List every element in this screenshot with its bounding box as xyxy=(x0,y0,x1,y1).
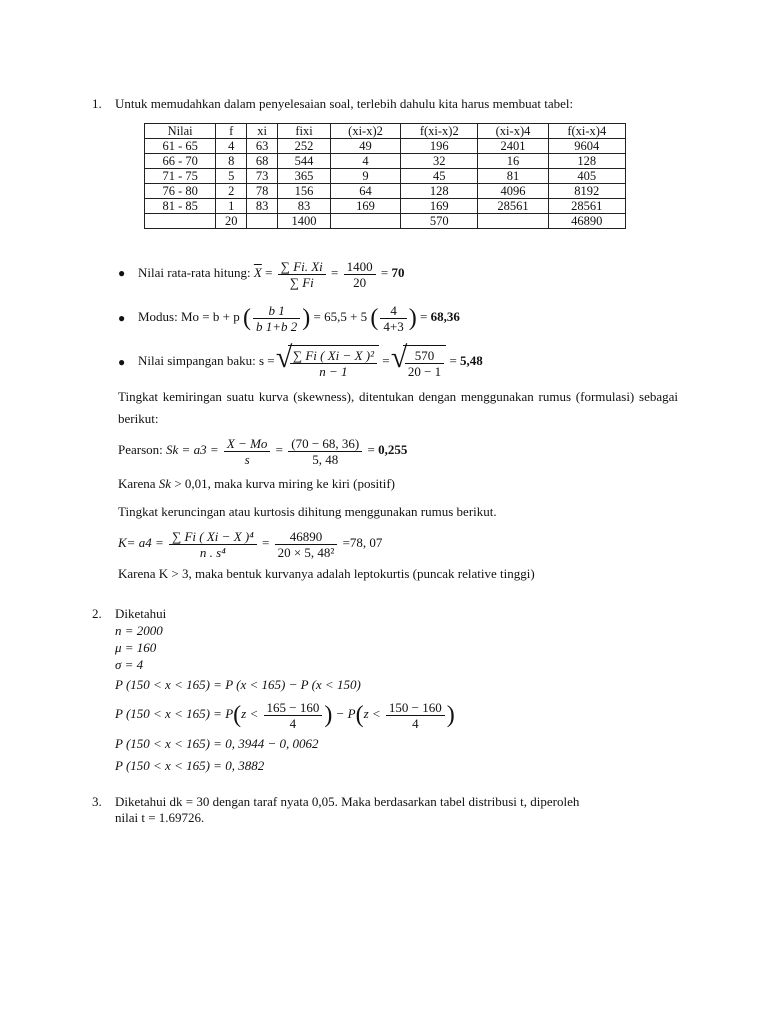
table-cell: 8192 xyxy=(548,184,625,199)
mode-fraction xyxy=(253,303,300,334)
mean-label: Nilai rata-rata hitung: xyxy=(138,265,251,280)
table-cell: 83 xyxy=(278,199,331,214)
sk-symbol: Sk xyxy=(158,476,172,491)
kurt-fraction-values xyxy=(275,529,338,560)
table-cell: 66 - 70 xyxy=(145,154,216,169)
fraction-denominator: b 1+b 2 xyxy=(255,318,298,334)
skewness-paragraph: Tingkat kemiringan suatu kurva (skewness), ditentukan dengan menggunakan rumus (formulasi) sebagai berikut: xyxy=(118,389,678,426)
sqrt-symbol xyxy=(393,345,446,380)
table-cell: 128 xyxy=(548,154,625,169)
table-cell: 83 xyxy=(247,199,278,214)
table-cell xyxy=(145,214,216,229)
eq2-a-fraction xyxy=(264,700,323,731)
fraction-denominator: n . s⁴ xyxy=(199,544,226,560)
fraction-denominator: 20 xyxy=(353,274,367,290)
sd-fraction-values xyxy=(405,348,444,379)
prob-eq1: P (150 < x < 165) = P (x < 165) − P (x < 150) xyxy=(115,677,361,692)
table-cell: 63 xyxy=(247,139,278,154)
item2-number: 2. xyxy=(92,606,102,621)
kurtosis-formula: K= a4 = $\frac{\text{∑ Fi ( Xi − X )⁴}}{\text{n . s⁴}}$ = $\frac{46890}{\text{20 × 5, 48²}}$ =78, 07 xyxy=(118,528,383,560)
table-cell: 196 xyxy=(401,139,478,154)
karena-pre: Karena xyxy=(118,476,156,491)
mode-label: Modus: Mo = b + p xyxy=(138,309,240,324)
bullet-icon: ● xyxy=(118,311,126,325)
table-cell: 76 - 80 xyxy=(145,184,216,199)
prob-eq4: P (150 < x < 165) = 0, 3882 xyxy=(115,758,265,773)
table-cell: 71 - 75 xyxy=(145,169,216,184)
paren: ( xyxy=(355,702,364,729)
pearson-fraction xyxy=(224,436,271,467)
table-cell: 78 xyxy=(247,184,278,199)
pearson-result: 0,255 xyxy=(378,442,408,457)
bullet-icon: ● xyxy=(118,355,126,369)
sd-formula: Nilai simpangan baku: s = √ $\frac{\text{∑ Fi ( Xi − X )²}}{n - 1}$ = √ $\frac{570}{20 - 1}$ = 5,48 xyxy=(138,344,483,380)
mode-fraction-values xyxy=(380,303,406,334)
fraction-numerator: (70 − 68, 36) xyxy=(288,436,362,452)
eq2-b-pre: z < xyxy=(363,706,381,721)
table-cell: 49 xyxy=(330,139,400,154)
table-cell: 405 xyxy=(548,169,625,184)
table-cell: 8 xyxy=(216,154,247,169)
table-cell: 365 xyxy=(278,169,331,184)
fraction-denominator: s xyxy=(244,451,250,467)
table-cell: 64 xyxy=(330,184,400,199)
table-header: (xi-x)4 xyxy=(478,124,548,139)
karena-skew-line xyxy=(118,476,395,492)
item3-line2: nilai t = 1.69726. xyxy=(115,810,205,825)
mode-result: 68,36 xyxy=(430,309,460,324)
eq2-b-fraction xyxy=(386,700,445,731)
table-cell: 4 xyxy=(216,139,247,154)
table-cell: 20 xyxy=(216,214,247,229)
item1-intro: Untuk memudahkan dalam penyelesaian soal, terlebih dahulu kita harus membuat tabel: xyxy=(115,96,574,111)
table-header: f(xi-x)4 xyxy=(548,124,625,139)
table-cell: 16 xyxy=(478,154,548,169)
table-cell: 28561 xyxy=(548,199,625,214)
table-cell: 81 - 85 xyxy=(145,199,216,214)
fraction-denominator: 20 × 5, 48² xyxy=(277,544,335,560)
table-cell: 45 xyxy=(401,169,478,184)
paren: ( xyxy=(233,702,242,729)
item3-number: 3. xyxy=(92,794,102,809)
paren: ) xyxy=(302,305,311,332)
table-cell: 32 xyxy=(401,154,478,169)
mode-formula: Modus: Mo = b + p ( $\frac{b 1}{b 1+b 2}$ ) = 65,5 + 5 ( $\frac{4}{4+3}$ ) = 68,36 xyxy=(138,302,460,334)
fraction-numerator: b 1 xyxy=(253,303,300,319)
sqrt-symbol xyxy=(278,345,379,380)
table-row xyxy=(145,169,626,184)
prob-eq2 xyxy=(115,696,455,733)
table-cell: 252 xyxy=(278,139,331,154)
fraction-numerator: 1400 xyxy=(344,259,376,275)
table-cell: 169 xyxy=(401,199,478,214)
table-header: (xi-x)2 xyxy=(330,124,400,139)
table-header: fixi xyxy=(278,124,331,139)
fraction-denominator: ∑ Fi xyxy=(289,274,314,290)
table-cell: 544 xyxy=(278,154,331,169)
eq2-a-pre: z < xyxy=(241,706,259,721)
table-cell xyxy=(247,214,278,229)
kurt-result: =78, 07 xyxy=(342,535,383,550)
fraction-numerator: X − Mo xyxy=(224,436,271,452)
table-cell: 81 xyxy=(478,169,548,184)
fraction-numerator: ∑ Fi ( Xi − X )⁴ xyxy=(169,529,257,545)
table-total-row xyxy=(145,214,626,229)
mean-result: 70 xyxy=(391,265,405,280)
item1-number: 1. xyxy=(92,96,102,111)
x-bar-symbol: $\overline{X}$ xyxy=(253,265,262,280)
sd-label: Nilai simpangan baku: s = xyxy=(138,353,275,368)
kurt-lhs: K= a4 = xyxy=(118,535,164,550)
fraction-numerator: 165 − 160 xyxy=(264,700,323,716)
mean-formula: Nilai rata-rata hitung: $\overline{X}$ = $\frac{\sum Fi. Xi}{\sum Fi}$ = $\frac{1400}{20}$ = 70 xyxy=(138,258,405,290)
table-cell xyxy=(330,214,400,229)
sd-result: 5,48 xyxy=(460,353,483,368)
fraction-numerator: √ 570 xyxy=(405,348,444,364)
table-row xyxy=(145,184,626,199)
table-cell: 28561 xyxy=(478,199,548,214)
eq2-mid: − P xyxy=(335,706,356,721)
table-row xyxy=(145,154,626,169)
karena-post: > 0,01, maka kurva miring ke kiri (positif) xyxy=(174,476,396,491)
fraction-numerator: 46890 xyxy=(275,529,338,545)
fraction-numerator: √ ∑ Fi ( Xi − X )² xyxy=(290,348,377,364)
mode-eq: = 65,5 + 5 xyxy=(313,309,368,324)
table-cell: 1400 xyxy=(278,214,331,229)
table-cell: 9604 xyxy=(548,139,625,154)
item2-heading: Diketahui xyxy=(115,606,167,621)
table-header: Nilai xyxy=(145,124,216,139)
fraction-denominator: 5, 48 xyxy=(312,451,339,467)
pearson-label: Pearson: xyxy=(118,442,163,457)
table-cell: 9 xyxy=(330,169,400,184)
item3-line1: Diketahui dk = 30 dengan taraf nyata 0,05. Maka berdasarkan tabel distribusi t, diperoleh xyxy=(115,794,580,809)
table-cell: 169 xyxy=(330,199,400,214)
fraction-denominator: 4 xyxy=(289,715,297,731)
frequency-table xyxy=(144,123,626,229)
fraction-denominator: 4+3 xyxy=(383,318,404,334)
table-header: f xyxy=(216,124,247,139)
fraction-numerator: 150 − 160 xyxy=(386,700,445,716)
table-cell: 5 xyxy=(216,169,247,184)
paren: ) xyxy=(324,702,333,729)
table-cell: 46890 xyxy=(548,214,625,229)
kurtosis-paragraph: Tingkat keruncingan atau kurtosis dihitung menggunakan rumus berikut. xyxy=(118,504,497,519)
bullet-icon: ● xyxy=(118,266,126,280)
table-cell: 73 xyxy=(247,169,278,184)
table-cell: 61 - 65 xyxy=(145,139,216,154)
paren: ( xyxy=(370,305,379,332)
eq2-lhs: P (150 < x < 165) = P xyxy=(115,706,234,721)
mean-fraction-values xyxy=(344,259,376,290)
pearson-lhs: Sk = a3 = xyxy=(166,442,219,457)
fraction-numerator: 4 xyxy=(380,303,406,319)
sd-fraction xyxy=(290,348,377,379)
fraction-denominator: 4 xyxy=(412,715,419,731)
table-cell: 4 xyxy=(330,154,400,169)
fraction-numerator: ∑ Fi. Xi xyxy=(278,259,326,275)
table-cell: 1 xyxy=(216,199,247,214)
table-cell: 128 xyxy=(401,184,478,199)
kurt-fraction xyxy=(169,529,257,560)
fraction-denominator: 20 − 1 xyxy=(407,364,442,380)
table-cell: 156 xyxy=(278,184,331,199)
table-header: xi xyxy=(247,124,278,139)
karena-kurt-line: Karena K > 3, maka bentuk kurvanya adalah leptokurtis (puncak relative tinggi) xyxy=(118,566,535,581)
table-cell xyxy=(478,214,548,229)
sigma-value: σ = 4 xyxy=(115,657,144,672)
paren: ) xyxy=(408,305,417,332)
table-cell: 2401 xyxy=(478,139,548,154)
table-header-row xyxy=(145,124,626,139)
table-cell: 68 xyxy=(247,154,278,169)
prob-eq3: P (150 < x < 165) = 0, 3944 − 0, 0062 xyxy=(115,736,319,751)
table-cell: 2 xyxy=(216,184,247,199)
paren: ) xyxy=(446,702,455,729)
mean-fraction xyxy=(278,259,326,290)
pearson-fraction-values xyxy=(288,436,362,467)
n-value: n = 2000 xyxy=(115,623,163,638)
table-header: f(xi-x)2 xyxy=(401,124,478,139)
table-cell: 4096 xyxy=(478,184,548,199)
paren: ( xyxy=(242,305,251,332)
pearson-formula: Pearson: Sk = a3 = $\frac{X - Mo}{s}$ = $\frac{(70 - 68, 36)}{5, 48}$ = 0,255 xyxy=(118,435,408,467)
fraction-denominator: n − 1 xyxy=(319,364,348,380)
table-row xyxy=(145,139,626,154)
table-cell: 570 xyxy=(401,214,478,229)
table-row xyxy=(145,199,626,214)
mu-value: μ = 160 xyxy=(115,640,157,655)
